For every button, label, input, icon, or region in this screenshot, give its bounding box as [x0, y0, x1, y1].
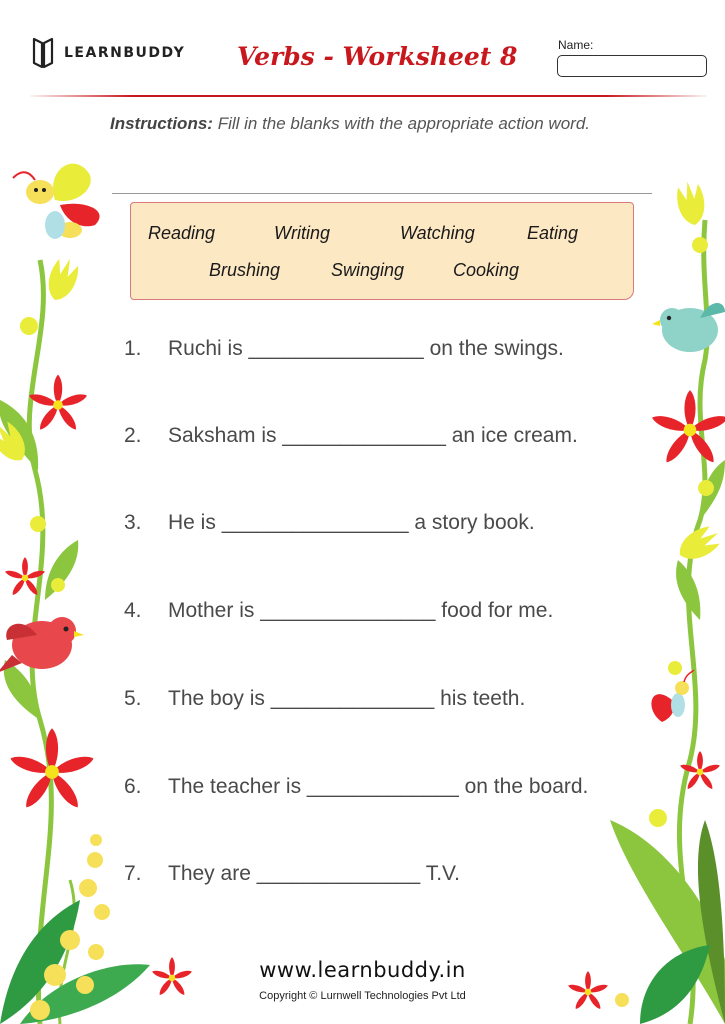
footer-website[interactable]: www.learnbuddy.in: [259, 958, 466, 982]
question-text-before: They are: [168, 862, 251, 885]
question-6: [124, 775, 588, 799]
answer-blank[interactable]: ______________: [270, 687, 435, 710]
footer-copyright: Copyright © Lurnwell Technologies Pvt Ltd: [259, 990, 466, 1002]
answer-blank[interactable]: _______________: [248, 337, 424, 360]
question-text-before: Saksham is: [168, 424, 277, 447]
question-text-before: Ruchi is: [168, 337, 243, 360]
book-icon: [30, 36, 56, 70]
question-7: [124, 862, 460, 886]
answer-blank[interactable]: ________________: [221, 511, 409, 534]
name-label: Name:: [558, 38, 594, 52]
question-text-after: on the board.: [464, 775, 589, 798]
question-2: [124, 424, 578, 448]
question-3: [124, 511, 535, 535]
question-text-after: on the swings.: [429, 337, 564, 360]
question-text-after: his teeth.: [440, 687, 526, 710]
question-text-before: Mother is: [168, 599, 255, 622]
question-number: 7.: [124, 862, 142, 885]
question-text-after: an ice cream.: [451, 424, 578, 447]
word-bank-item: Watching: [400, 223, 475, 243]
question-4: [124, 599, 553, 623]
page-title: Verbs - Worksheet 8: [237, 42, 518, 71]
instructions: [110, 110, 650, 138]
instructions-label: Instructions:: [110, 114, 213, 133]
question-text-before: The boy is: [168, 687, 265, 710]
question-text-after: T.V.: [425, 862, 460, 885]
question-number: 1.: [124, 337, 142, 360]
name-field[interactable]: [557, 55, 707, 77]
word-bank-item: Eating: [527, 223, 579, 243]
question-text-before: The teacher is: [168, 775, 302, 798]
question-text-before: He is: [168, 511, 216, 534]
word-bank: [130, 202, 634, 300]
question-text-after: a story book.: [414, 511, 535, 534]
instructions-text: Fill in the blanks with the appropriate action word.: [217, 114, 590, 133]
question-number: 6.: [124, 775, 142, 798]
question-text-after: food for me.: [441, 599, 554, 622]
answer-blank[interactable]: _____________: [306, 775, 459, 798]
question-number: 4.: [124, 599, 142, 622]
word-bank-item: Swinging: [331, 260, 405, 280]
question-1: [124, 337, 564, 361]
question-number: 2.: [124, 424, 142, 447]
question-5: [124, 687, 525, 711]
word-bank-item: Cooking: [453, 260, 520, 280]
question-number: 3.: [124, 511, 142, 534]
word-bank-item: Brushing: [209, 260, 281, 280]
answer-blank[interactable]: ______________: [256, 862, 421, 885]
answer-blank[interactable]: ______________: [282, 424, 446, 447]
instructions-divider: [112, 193, 652, 194]
question-number: 5.: [124, 687, 142, 710]
brand-logo: [30, 36, 185, 70]
brand-name: LEARNBUDDY: [64, 45, 186, 61]
word-bank-item: Writing: [274, 223, 331, 243]
answer-blank[interactable]: _______________: [260, 599, 436, 622]
word-bank-item: Reading: [148, 223, 216, 243]
header-divider: [30, 95, 707, 97]
